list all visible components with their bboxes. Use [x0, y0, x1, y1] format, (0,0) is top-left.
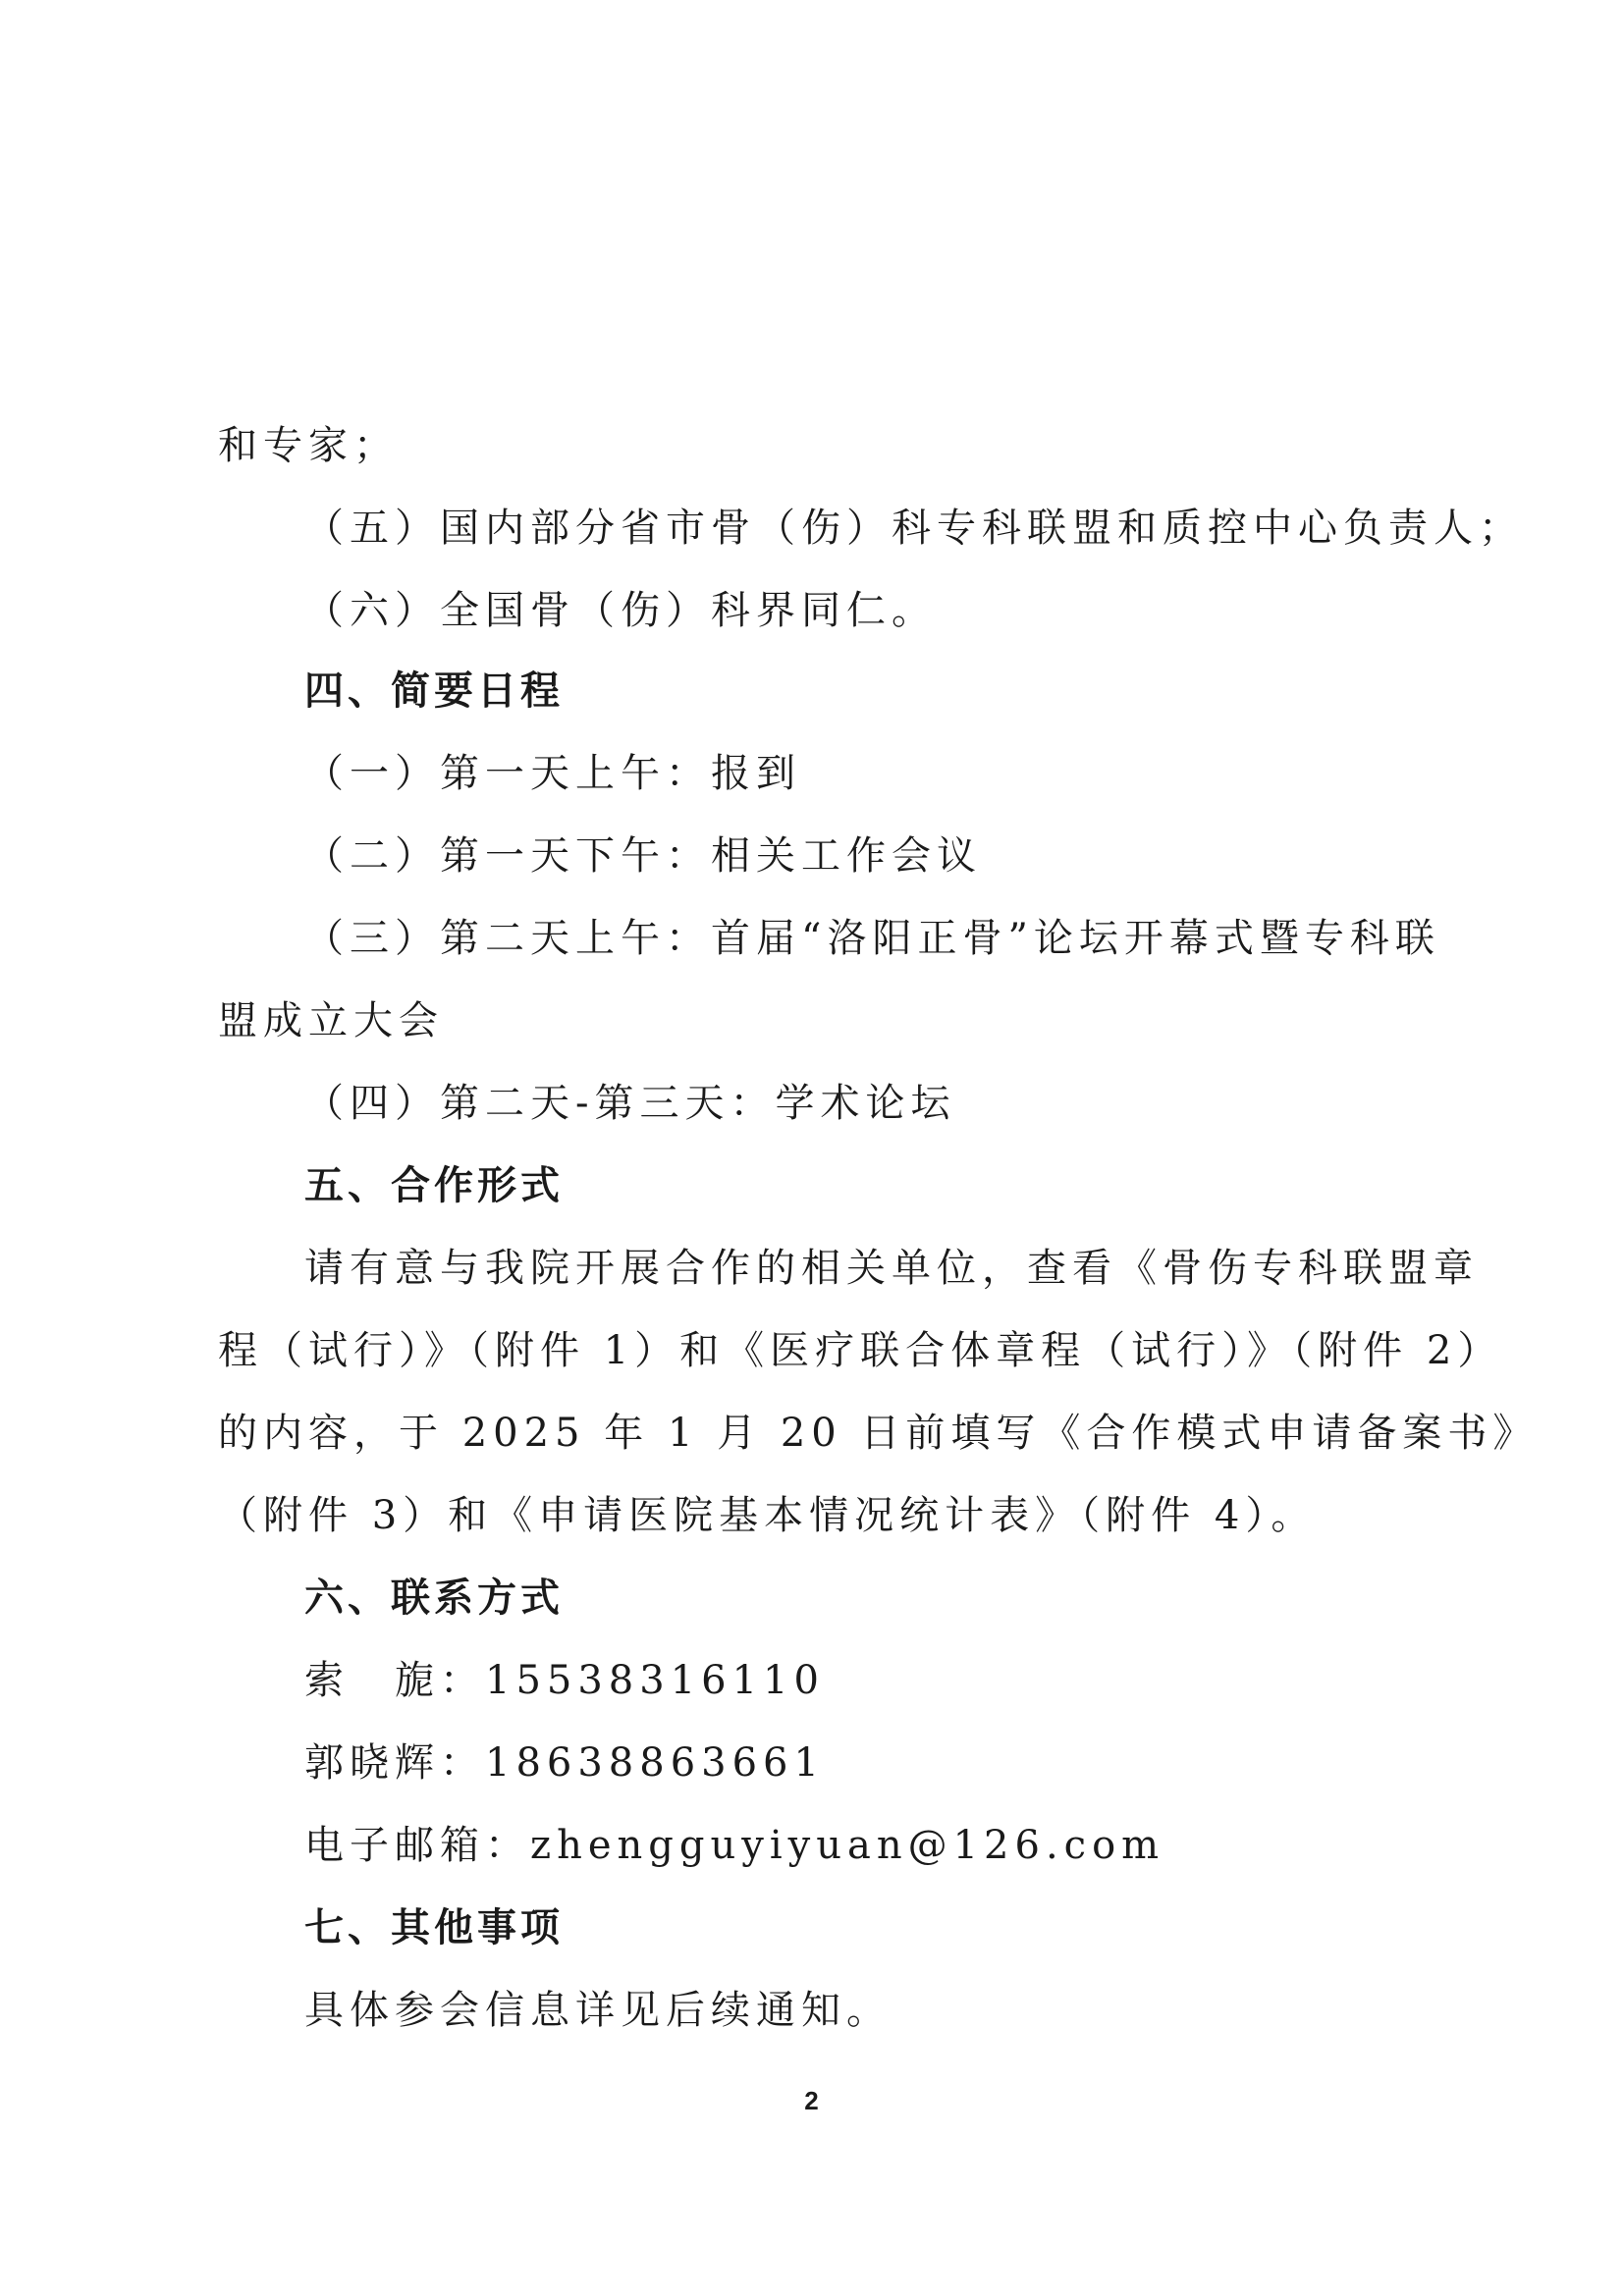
schedule-item-1: （一）第一天上午：报到 — [304, 751, 801, 796]
contact-email: 电子邮箱：zhengguyiyuan@126.com — [304, 1823, 1165, 1868]
section-heading-cooperation: 五、合作形式 — [304, 1163, 564, 1208]
schedule-item-2: （二）第一天下午：相关工作会议 — [304, 833, 982, 879]
text-line-item-5: （五）国内部分省市骨（伤）科专科联盟和质控中心负责人； — [304, 506, 1524, 551]
cooperation-paragraph-line-2: 程（试行）》（附件 1）和《医疗联合体章程（试行）》（附件 2） — [218, 1328, 1503, 1373]
section-heading-schedule: 四、简要日程 — [304, 668, 564, 714]
page-number: 2 — [804, 2086, 819, 2115]
schedule-item-3: （三）第二天上午：首届“洛阳正骨”论坛开幕式暨专科联 — [304, 916, 1440, 961]
cooperation-paragraph-line-3: 的内容，于 2025 年 1 月 20 日前填写《合作模式申请备案书》 — [218, 1411, 1539, 1456]
schedule-item-4: （四）第二天-第三天：学术论坛 — [304, 1081, 956, 1126]
schedule-item-3-continuation: 盟成立大会 — [218, 998, 444, 1043]
section-heading-contact: 六、联系方式 — [304, 1575, 564, 1621]
text-line-continuation: 和专家； — [218, 423, 399, 468]
cooperation-paragraph-line-4: （附件 3）和《申请医院基本情况统计表》（附件 4）。 — [218, 1493, 1317, 1538]
section-heading-other: 七、其他事项 — [304, 1905, 564, 1950]
text-line-item-6: （六）全国骨（伤）科界同仁。 — [304, 588, 937, 633]
other-matters-text: 具体参会信息详见后续通知。 — [304, 1988, 892, 2033]
contact-line-2: 郭晓辉：18638863661 — [304, 1740, 825, 1786]
cooperation-paragraph-line-1: 请有意与我院开展合作的相关单位，查看《骨伤专科联盟章 — [304, 1246, 1479, 1291]
contact-line-1: 索 旎：15538316110 — [304, 1658, 825, 1703]
